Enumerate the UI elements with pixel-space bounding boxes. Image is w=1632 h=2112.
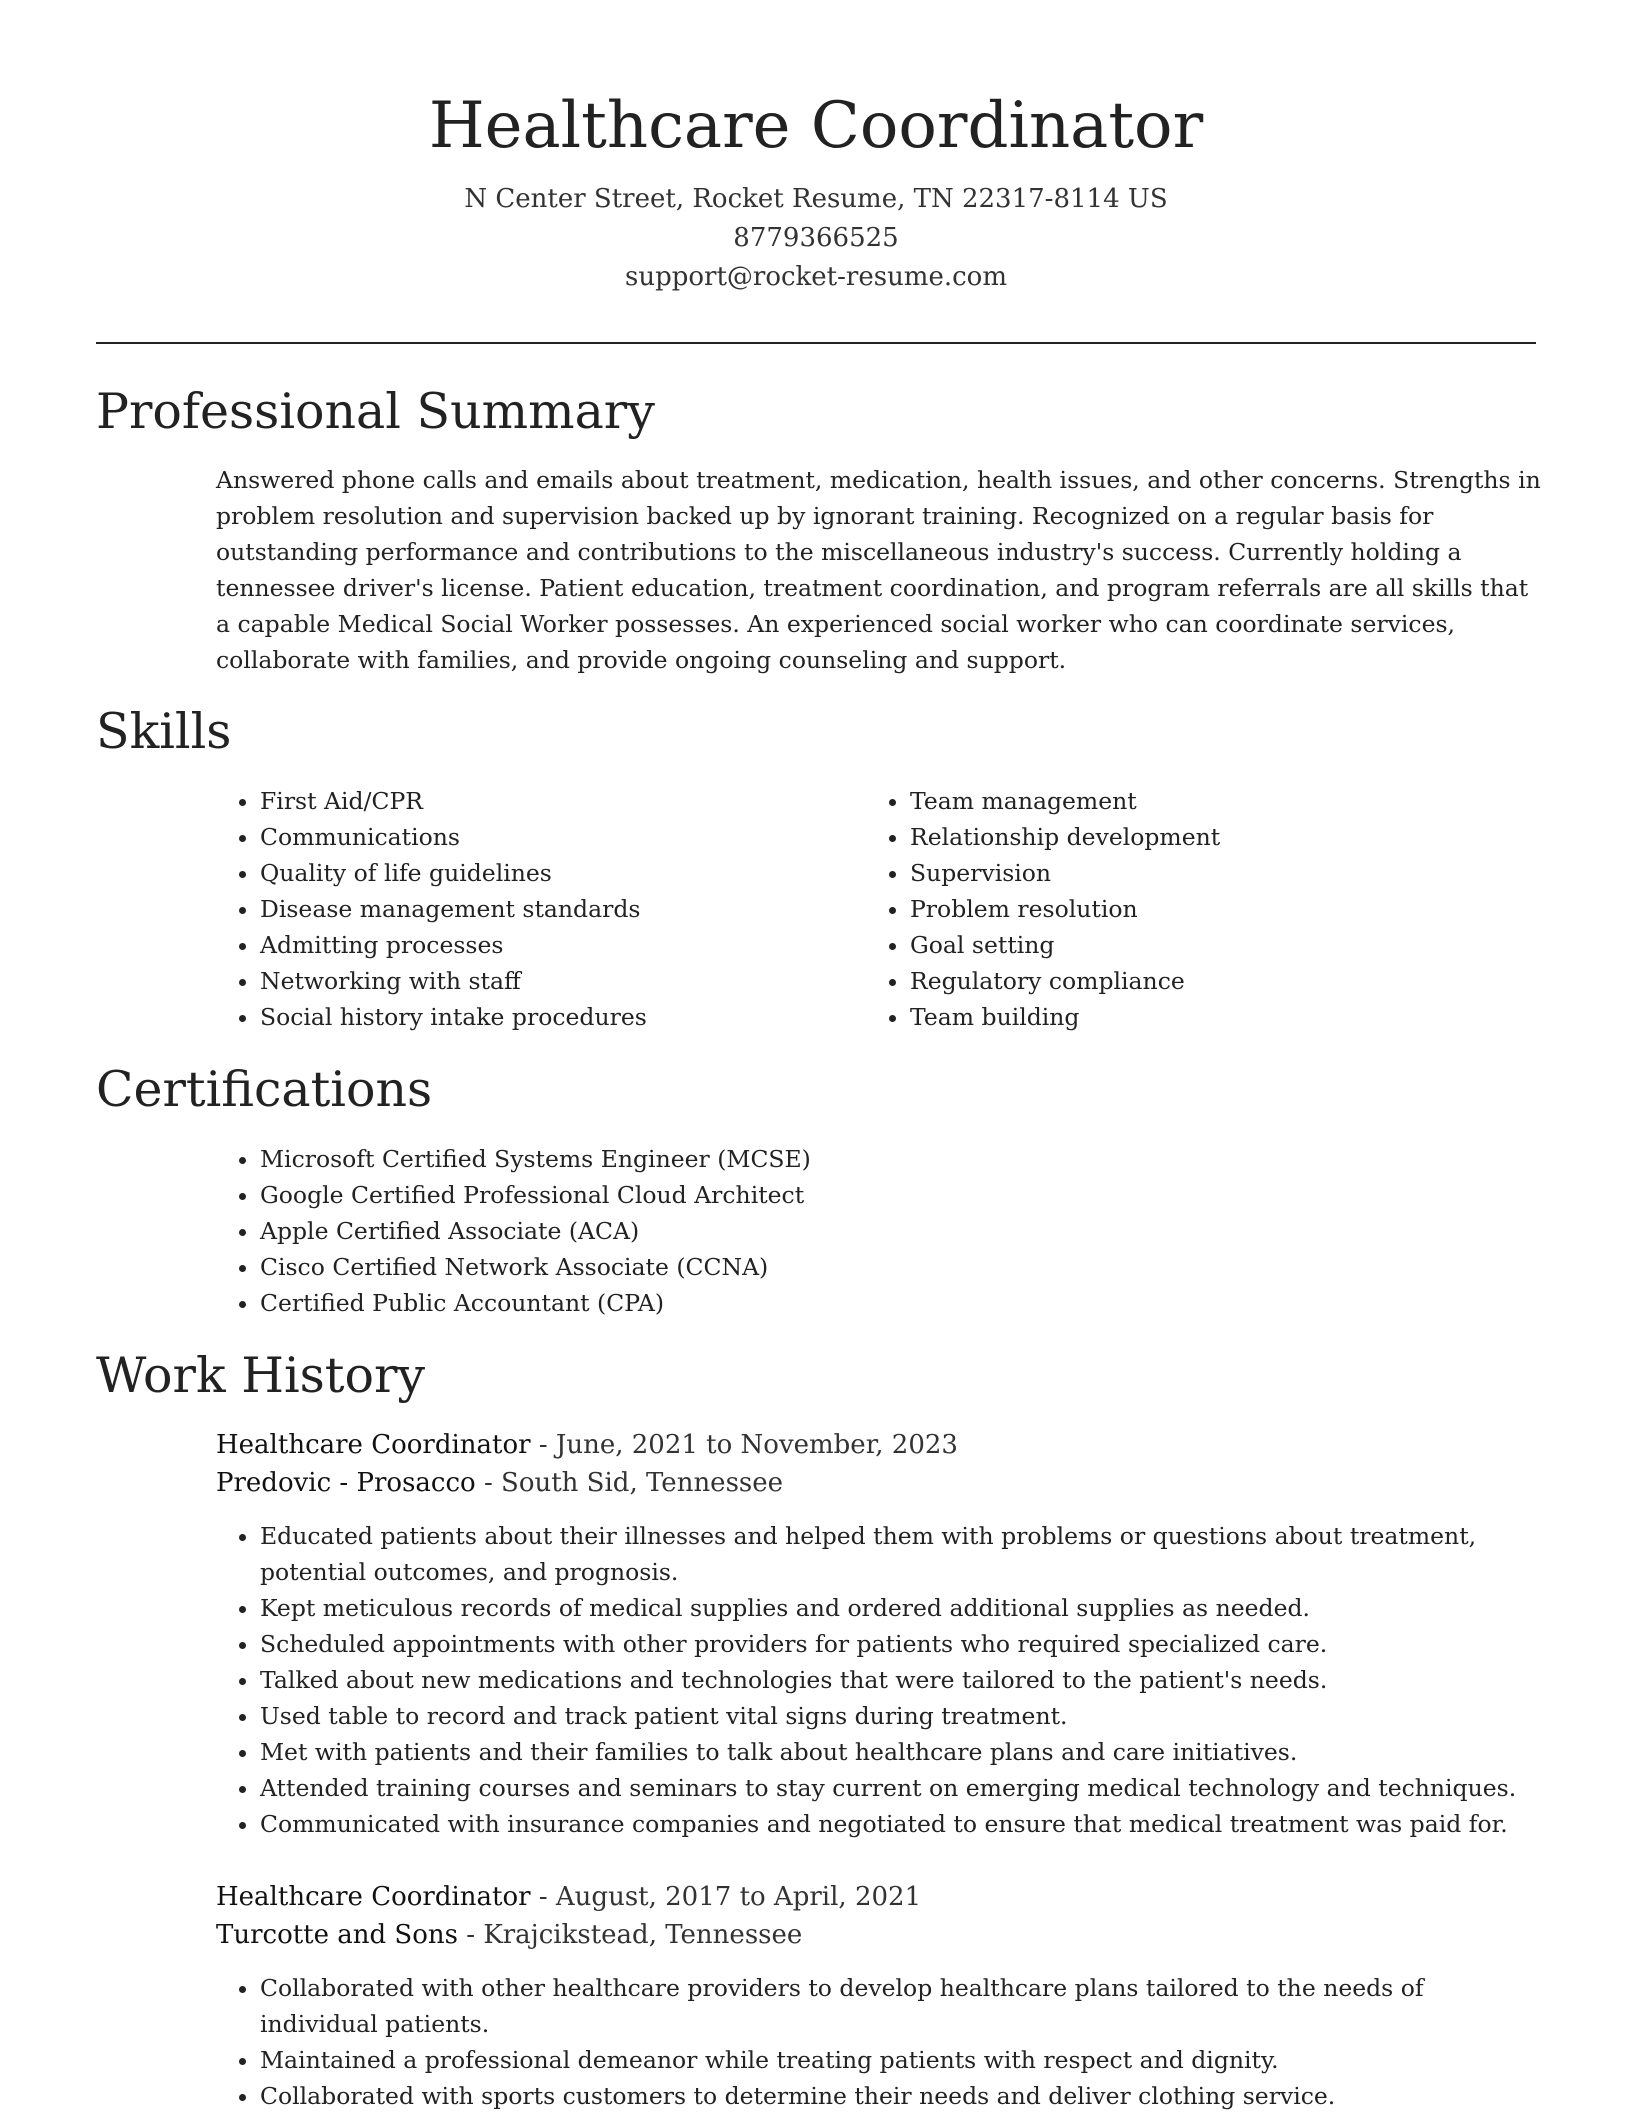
- contact-email: support@rocket-resume.com: [624, 262, 1007, 292]
- skill-item: • Communications: [260, 819, 816, 855]
- resume-header: [96, 84, 1536, 297]
- contact-address: N Center Street, Rocket Resume, TN 22317-8114 US: [464, 184, 1168, 214]
- duty-item: • Scheduled appointments with other providers for patients who required specialized care.: [260, 1626, 1546, 1662]
- skill-item: • Relationship development: [910, 819, 1466, 855]
- job-company: Turcotte and Sons: [216, 1920, 458, 1950]
- skills-column-left: [216, 783, 816, 1035]
- skill-item: • Disease management standards: [260, 891, 816, 927]
- skills-column-right: [866, 783, 1466, 1035]
- candidate-name: Healthcare Coordinator: [428, 89, 1204, 163]
- skill-item: • Quality of life guidelines: [260, 855, 816, 891]
- job-company-line: [216, 1916, 1546, 1954]
- summary-heading: Professional Summary: [96, 383, 655, 440]
- certifications-list: [216, 1141, 1416, 1321]
- duty-item: • Collaborated with other healthcare providers to develop healthcare plans tailored to the needs of individual patients.: [260, 1970, 1546, 2042]
- job-company-line: [216, 1464, 1546, 1502]
- job-title-line: [216, 1426, 1546, 1464]
- duty-item: • Talked about new medications and technologies that were tailored to the patient's needs.: [260, 1662, 1546, 1698]
- job-title: Healthcare Coordinator: [216, 1430, 531, 1460]
- duty-item: • Educated patients about their illnesses and helped them with problems or questions about treatment, potential outcomes, and prognosis.: [260, 1518, 1546, 1590]
- job-location: Krajcikstead, Tennessee: [483, 1920, 803, 1950]
- duty-item: • Met with patients and their families to talk about healthcare plans and care initiatives.: [260, 1734, 1546, 1770]
- contact-block: [96, 180, 1536, 297]
- certification-item: • Google Certified Professional Cloud Architect: [260, 1177, 1416, 1213]
- skill-item: • Problem resolution: [910, 891, 1466, 927]
- job-entry: [216, 1426, 1546, 1842]
- header-divider: [96, 342, 1536, 344]
- skill-item: • Networking with staff: [260, 963, 816, 999]
- job-separator: -: [466, 1920, 484, 1950]
- job-entry: [216, 1878, 1546, 2112]
- summary-text: Answered phone calls and emails about treatment, medication, health issues, and other concerns. Strengths in problem resolution and supervision backed up by ignorant training. Recognized on a regular basis for outstanding performance and contributions to the miscellaneous industry's success. Currently holding a tennessee driver's license. Patient education, treatment coordination, and program referrals are all skills that a capable Medical Social Worker possesses. An experienced social worker who can coordinate services, collaborate with families, and provide ongoing counseling and support.: [216, 466, 1541, 674]
- certifications-heading: Certifications: [96, 1061, 433, 1118]
- certification-item: • Microsoft Certified Systems Engineer (MCSE): [260, 1141, 1416, 1177]
- job-dates: June, 2021 to November, 2023: [555, 1430, 958, 1460]
- duty-item: • Kept meticulous records of medical supplies and ordered additional supplies as needed.: [260, 1590, 1546, 1626]
- skill-item: • Regulatory compliance: [910, 963, 1466, 999]
- job-title-line: [216, 1878, 1546, 1916]
- skill-item: • Supervision: [910, 855, 1466, 891]
- skill-item: • Team management: [910, 783, 1466, 819]
- certification-item: • Cisco Certified Network Associate (CCNA): [260, 1249, 1416, 1285]
- skills-heading: Skills: [96, 703, 232, 760]
- duty-item: • Maintained a professional demeanor while treating patients with respect and dignity.: [260, 2042, 1546, 2078]
- work-history-heading: Work History: [96, 1347, 426, 1404]
- job-separator: -: [538, 1430, 556, 1460]
- skill-item: • Admitting processes: [260, 927, 816, 963]
- skill-item: • Social history intake procedures: [260, 999, 816, 1035]
- job-company: Predovic - Prosacco: [216, 1468, 476, 1498]
- contact-phone: 8779366525: [733, 223, 899, 253]
- job-dates: August, 2017 to April, 2021: [555, 1882, 922, 1912]
- certification-item: • Apple Certified Associate (ACA): [260, 1213, 1416, 1249]
- skill-item: • Team building: [910, 999, 1466, 1035]
- duty-item: • Used table to record and track patient vital signs during treatment.: [260, 1698, 1546, 1734]
- duty-item: • Attended training courses and seminars to stay current on emerging medical technology and techniques.: [260, 1770, 1546, 1806]
- duty-item: • Collaborated with sports customers to determine their needs and deliver clothing service.: [260, 2078, 1546, 2112]
- skill-item: • Goal setting: [910, 927, 1466, 963]
- job-location: South Sid, Tennessee: [501, 1468, 784, 1498]
- duty-item: • Communicated with insurance companies and negotiated to ensure that medical treatment was paid for.: [260, 1806, 1546, 1842]
- certification-item: • Certified Public Accountant (CPA): [260, 1285, 1416, 1321]
- job-separator: -: [538, 1882, 556, 1912]
- job-duties: [216, 1518, 1546, 1842]
- job-title: Healthcare Coordinator: [216, 1882, 531, 1912]
- job-separator: -: [483, 1468, 502, 1498]
- job-duties: [216, 1970, 1546, 2112]
- skill-item: • First Aid/CPR: [260, 783, 816, 819]
